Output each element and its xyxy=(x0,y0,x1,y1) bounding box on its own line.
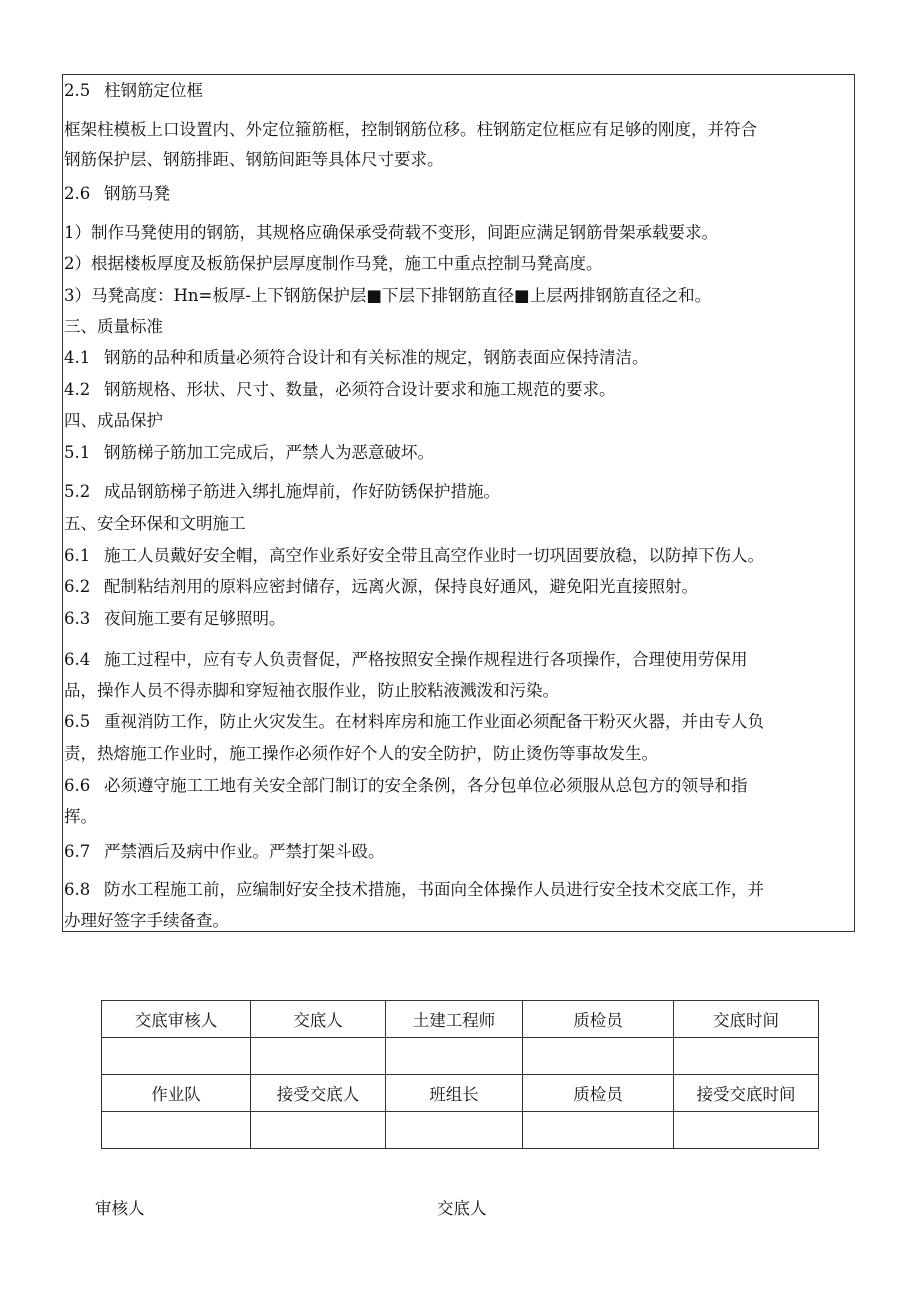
line-19 xyxy=(64,711,764,733)
line-number: 4.1 xyxy=(64,348,91,367)
line-number: 6.1 xyxy=(64,546,91,565)
line-4 xyxy=(64,222,718,244)
line-text: 挥。 xyxy=(64,807,97,826)
line-12 xyxy=(64,481,500,503)
line-23 xyxy=(64,841,385,863)
line-25 xyxy=(64,910,229,932)
header-cell: 质检员 xyxy=(523,1001,674,1038)
footer-presenter-label: 交底人 xyxy=(437,1199,487,1218)
line-13 xyxy=(64,513,246,535)
line-number: 6.2 xyxy=(64,577,91,596)
signature-cell[interactable] xyxy=(251,1112,386,1149)
line-number: 6.5 xyxy=(64,712,91,731)
line-number: 6.8 xyxy=(64,880,91,899)
line-text: 钢筋梯子筋加工完成后，严禁人为恶意破坏。 xyxy=(104,443,434,462)
line-text: 办理好签字手续备查。 xyxy=(64,911,229,930)
header-cell: 交底时间 xyxy=(674,1001,819,1038)
line-number: 5.1 xyxy=(64,443,91,462)
signature-cell[interactable] xyxy=(523,1112,674,1149)
line-text: 四、成品保护 xyxy=(64,411,163,430)
line-text: 责，热熔施工作业时，施工操作必须作好个人的安全防护，防止烫伤等事故发生。 xyxy=(64,744,658,763)
line-number: 5.2 xyxy=(64,482,91,501)
line-16 xyxy=(64,608,286,630)
signature-blank-row-1 xyxy=(102,1038,819,1075)
line-17 xyxy=(64,649,748,671)
line-number: 6.6 xyxy=(64,776,91,795)
header-cell: 作业队 xyxy=(102,1075,251,1112)
header-cell: 接受交底时间 xyxy=(674,1075,819,1112)
signature-cell[interactable] xyxy=(102,1038,251,1075)
signature-cell[interactable] xyxy=(674,1038,819,1075)
line-text: 配制粘结剂用的原料应密封储存，远离火源，保持良好通风，避免阳光直接照射。 xyxy=(104,577,698,596)
footer-reviewer-label: 审核人 xyxy=(95,1199,145,1218)
line-6 xyxy=(64,285,711,307)
line-text: 严禁酒后及病中作业。严禁打架斗殴。 xyxy=(104,842,385,861)
line-3 xyxy=(64,183,170,205)
line-1 xyxy=(64,119,757,141)
line-22 xyxy=(64,806,97,828)
line-20 xyxy=(64,743,658,765)
signature-cell[interactable] xyxy=(386,1112,523,1149)
line-text: 必须遵守施工工地有关安全部门制订的安全条例，各分包单位必须服从总包方的领导和指 xyxy=(104,776,748,795)
line-text: 柱钢筋定位框 xyxy=(104,81,203,100)
line-text: 防水工程施工前，应编制好安全技术措施，书面向全体操作人员进行安全技术交底工作，并 xyxy=(104,880,764,899)
header-cell: 土建工程师 xyxy=(386,1001,523,1038)
line-text: 夜间施工要有足够照明。 xyxy=(104,609,286,628)
line-text: 1）制作马凳使用的钢筋，其规格应确保承受荷载不变形，间距应满足钢筋骨架承载要求。 xyxy=(64,223,718,242)
line-text: 钢筋保护层、钢筋排距、钢筋间距等具体尺寸要求。 xyxy=(64,150,444,169)
line-text: 钢筋马凳 xyxy=(104,184,170,203)
header-cell: 交底人 xyxy=(251,1001,386,1038)
signature-cell[interactable] xyxy=(674,1112,819,1149)
line-text: 品，操作人员不得赤脚和穿短袖衣服作业，防止胶粘液溅泼和污染。 xyxy=(64,681,559,700)
signature-cell[interactable] xyxy=(386,1038,523,1075)
line-5 xyxy=(64,253,603,275)
line-text: 3）马凳高度：Hn=板厚-上下钢筋保护层■下层下排钢筋直径■上层两排钢筋直径之和。 xyxy=(64,286,712,305)
signature-header-row-1 xyxy=(102,1001,819,1038)
line-24 xyxy=(64,879,764,901)
line-number: 6.3 xyxy=(64,609,91,628)
line-number: 6.7 xyxy=(64,842,91,861)
line-number: 6.4 xyxy=(64,650,91,669)
line-number: 2.5 xyxy=(64,81,91,100)
line-text: 钢筋规格、形状、尺寸、数量，必须符合设计要求和施工规范的要求。 xyxy=(104,380,616,399)
line-text: 2）根据楼板厚度及板筋保护层厚度制作马凳，施工中重点控制马凳高度。 xyxy=(64,254,603,273)
line-10 xyxy=(64,410,163,432)
line-2 xyxy=(64,149,444,171)
line-0 xyxy=(64,80,203,102)
line-21 xyxy=(64,775,748,797)
signature-cell[interactable] xyxy=(251,1038,386,1075)
line-8 xyxy=(64,347,649,369)
line-7 xyxy=(64,316,163,338)
line-number: 2.6 xyxy=(64,184,91,203)
line-text: 框架柱模板上口设置内、外定位箍筋框，控制钢筋位移。柱钢筋定位框应有足够的刚度，并符合 xyxy=(64,120,757,139)
line-text: 成品钢筋梯子筋进入绑扎施焊前，作好防锈保护措施。 xyxy=(104,482,500,501)
line-number: 4.2 xyxy=(64,380,91,399)
line-text: 施工人员戴好安全帽，高空作业系好安全带且高空作业时一切巩固要放稳，以防掉下伤人。 xyxy=(104,546,764,565)
signature-header-row-2 xyxy=(102,1075,819,1112)
signature-blank-row-2 xyxy=(102,1112,819,1149)
line-11 xyxy=(64,442,434,464)
line-14 xyxy=(64,545,764,567)
signature-cell[interactable] xyxy=(523,1038,674,1075)
header-cell: 质检员 xyxy=(523,1075,674,1112)
header-cell: 班组长 xyxy=(386,1075,523,1112)
header-cell: 交底审核人 xyxy=(102,1001,251,1038)
line-9 xyxy=(64,379,616,401)
line-text: 三、质量标准 xyxy=(64,317,163,336)
line-text: 五、安全环保和文明施工 xyxy=(64,514,246,533)
header-cell: 接受交底人 xyxy=(251,1075,386,1112)
signature-cell[interactable] xyxy=(102,1112,251,1149)
signature-table xyxy=(101,1000,819,1149)
line-15 xyxy=(64,576,698,598)
line-18 xyxy=(64,680,559,702)
line-text: 施工过程中，应有专人负责督促，严格按照安全操作规程进行各项操作，合理使用劳保用 xyxy=(104,650,748,669)
line-text: 重视消防工作，防止火灾发生。在材料库房和施工作业面必须配备干粉灭火器，并由专人负 xyxy=(104,712,764,731)
content-frame xyxy=(62,74,855,932)
line-text: 钢筋的品种和质量必须符合设计和有关标准的规定，钢筋表面应保持清洁。 xyxy=(104,348,649,367)
